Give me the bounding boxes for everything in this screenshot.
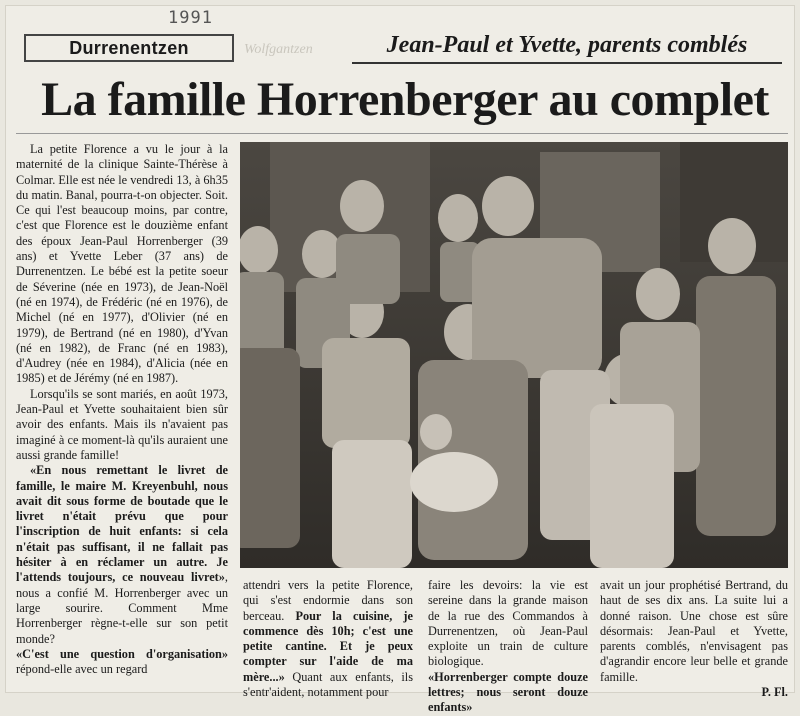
paragraph: Lorsqu'ils se sont mariés, en août 1973, Jean-Paul et Yvette souhaitaient bien sûr avoir des enfants. Mais ils n'avaient pas imaginé à ce moment-là qu'ils auraient une aussi grande famille! (16, 386, 228, 462)
quote-bold: Pour la cuisine, je commence dès 10h; c'est une petite cantine. Et je peux compter sur l'aide de ma mère...» (243, 608, 413, 684)
article-column-2 (243, 578, 413, 700)
paragraph (16, 463, 228, 647)
paragraph-text: répond-elle avec un regard (16, 662, 148, 677)
quote-bold: «Horrenberger compte douze lettres; nous seront douze enfants» (428, 669, 588, 715)
paragraph (16, 647, 228, 678)
paragraph-text: attendri vers la petite Florence, qui s'est endormie dans son berceau. (243, 578, 413, 623)
rubric-box: Durrenentzen (24, 34, 234, 62)
paragraph-text: , nous a confié M. Horrenberger avec un large sourire. Comment Mme Horrenberger règne-t-elle sur son petit monde? (16, 570, 228, 646)
headline: La famille Horrenberger au complet (41, 73, 769, 126)
paragraph (428, 670, 588, 716)
article-column-4 (600, 578, 788, 700)
article-column-1 (16, 142, 228, 677)
family-photo (240, 142, 788, 568)
headline-divider (16, 133, 788, 134)
quote-bold: «En nous remettant le livret de famille, le maire M. Kreyenbuhl, nous avait dit sous forme de boutade que le livret n'était prévu que pour l'inscription de huit enfants: si cela n'était pas suffisant, il ne fallait pas hésiter à en réclamer un autre. Je l'attends toujours, ce nouveau livret» (16, 463, 228, 585)
quote-bold: «C'est une question d'organisation» (16, 646, 228, 661)
paragraph-text: Quant aux enfants, ils s'entr'aident, notamment pour (243, 669, 413, 700)
paragraph (243, 578, 413, 700)
kicker-title: Jean-Paul et Yvette, parents comblés (352, 30, 782, 64)
paragraph: faire les devoirs: la vie est sereine dans la grande maison de la rue des Commandos à Durrenentzen, où Jean-Paul exploite un train de culture biologique. (428, 578, 588, 669)
paragraph: La petite Florence a vu le jour à la maternité de la clinique Sainte-Thérèse à Colmar. Elle est née le vendredi 13, à 6h35 du matin. Banal, pourra-t-on objecter. Soit. Ce qui l'est beaucoup moins, par contre, c'est que Florence est le douzième enfant des époux Jean-Paul Horrenberger (39 ans) et Yvette Leber (37 ans) de Durrenentzen. Le bébé est la petite soeur de Séverine (née en 1973), de Jean-Noël (né en 1974), de Frédéric (né en 1976), de Michel (né en 1977), d'Olivier (né en 1979), de Bertrand (né en 1980), d'Yvan (né en 1982), de Franc (né en 1983), d'Audrey (née en 1984), d'Alicia (née en 1985) et de Jérémy (né en 1987). (16, 142, 228, 386)
article-column-3 (428, 578, 588, 716)
paragraph: avait un jour prophétisé Bertrand, du haut de ses dix ans. La suite lui a donné raison. Une chose est sûre désormais: Jean-Paul et Yvette, parents comblés, n'envisagent pas d'agrandir encore leur belle et grande famille. (600, 578, 788, 684)
bleed-through-text: Wolfgantzen (244, 42, 313, 57)
author-signature: P. Fl. (761, 685, 788, 700)
handwritten-year: 1991 (168, 8, 213, 28)
family-photo-illustration (240, 142, 788, 568)
